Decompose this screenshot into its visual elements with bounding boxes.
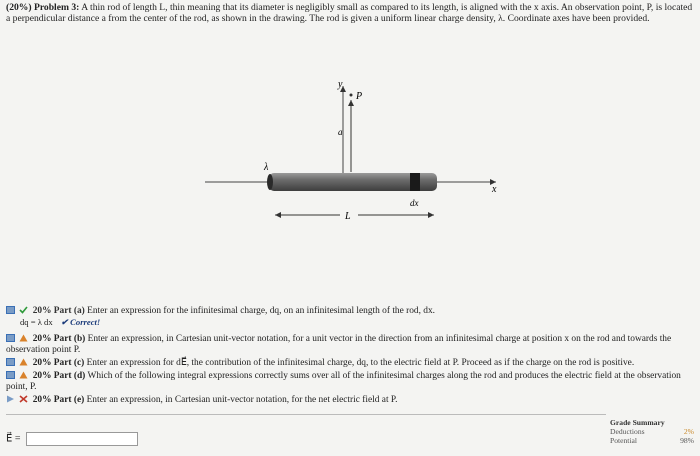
part-d[interactable] [6, 371, 696, 393]
potential-label: Potential [610, 436, 637, 446]
warning-icon [19, 371, 28, 379]
distance-a-label: a [338, 127, 343, 137]
answer-label: E⃗ = [6, 433, 21, 445]
part-c[interactable] [6, 358, 696, 369]
parts-list [6, 306, 696, 408]
deductions-value: 2% [683, 427, 694, 437]
part-c-text: Enter an expression for dE⃗, the contribution of the infinitesimal charge, dq, to the electric field at P. Proceed as if the charge on the rod is positive. [86, 358, 635, 368]
part-a-feedback: ✔ Correct! [60, 317, 101, 327]
expand-icon[interactable] [6, 306, 15, 314]
potential-value: 98% [680, 436, 694, 446]
point-p-label: P [356, 91, 363, 102]
rod-diagram [0, 40, 700, 300]
expand-icon[interactable] [6, 358, 15, 366]
rod-end-cap [267, 174, 273, 190]
grade-summary-title: Grade Summary [610, 418, 665, 427]
warning-icon [19, 358, 28, 366]
answer-row [6, 432, 138, 446]
part-a-text: Enter an expression for the infinitesimal charge, dq, on an infinitesimal length of the rod, dx. [87, 306, 436, 316]
part-b-text: Enter an expression, in Cartesian unit-vector notation, for a unit vector in the direction from an infinitesimal charge at position x on the rod and towards the observation point P. [6, 334, 672, 355]
part-e-label: 20% Part (e) [32, 395, 85, 405]
part-b[interactable] [6, 334, 696, 356]
part-c-label: 20% Part (c) [32, 358, 85, 368]
in-progress-icon [19, 395, 28, 403]
part-a[interactable] [6, 306, 696, 328]
part-d-text: Which of the following integral expressions correctly sums over all of the infinitesimal charges along the rod and produces the electric field at the observation point, P. [6, 371, 681, 392]
part-a-answer: dq = λ dx [20, 317, 53, 327]
dx-label: dx [410, 198, 419, 208]
part-a-feedback-text: Correct! [70, 317, 101, 327]
problem-text: A thin rod of length L, thin meaning that its diameter is negligibly small as compared to its length, is aligned with the x axis. An observation point, P, is located a perpendicular distance a from the center of the rod, as shown in the drawing. The rod is given a uniform linear charge density, λ. Coordinate axes have been provided. [6, 2, 693, 25]
length-label: L [345, 211, 351, 222]
problem-statement [6, 2, 694, 25]
answer-input[interactable] [26, 432, 138, 446]
problem-label: (20%) Problem 3: [6, 2, 80, 13]
grade-summary [610, 418, 694, 446]
x-axis-label: x [492, 184, 497, 195]
part-d-label: 20% Part (d) [32, 371, 86, 381]
part-e-text: Enter an expression, in Cartesian unit-vector notation, for the net electric field at P. [86, 395, 398, 405]
part-a-label: 20% Part (a) [32, 306, 85, 316]
warning-icon [19, 334, 28, 342]
part-e[interactable] [6, 395, 696, 406]
part-b-label: 20% Part (b) [32, 334, 86, 344]
checkmark-icon [19, 306, 28, 314]
lambda-label: λ [264, 162, 269, 173]
point-p-marker [350, 94, 353, 97]
expand-icon[interactable] [6, 371, 15, 379]
divider [6, 414, 606, 415]
deductions-label: Deductions [610, 427, 645, 437]
dx-segment [410, 173, 420, 191]
play-icon[interactable] [6, 395, 15, 403]
expand-icon[interactable] [6, 334, 15, 342]
y-axis-label: y [338, 79, 343, 90]
